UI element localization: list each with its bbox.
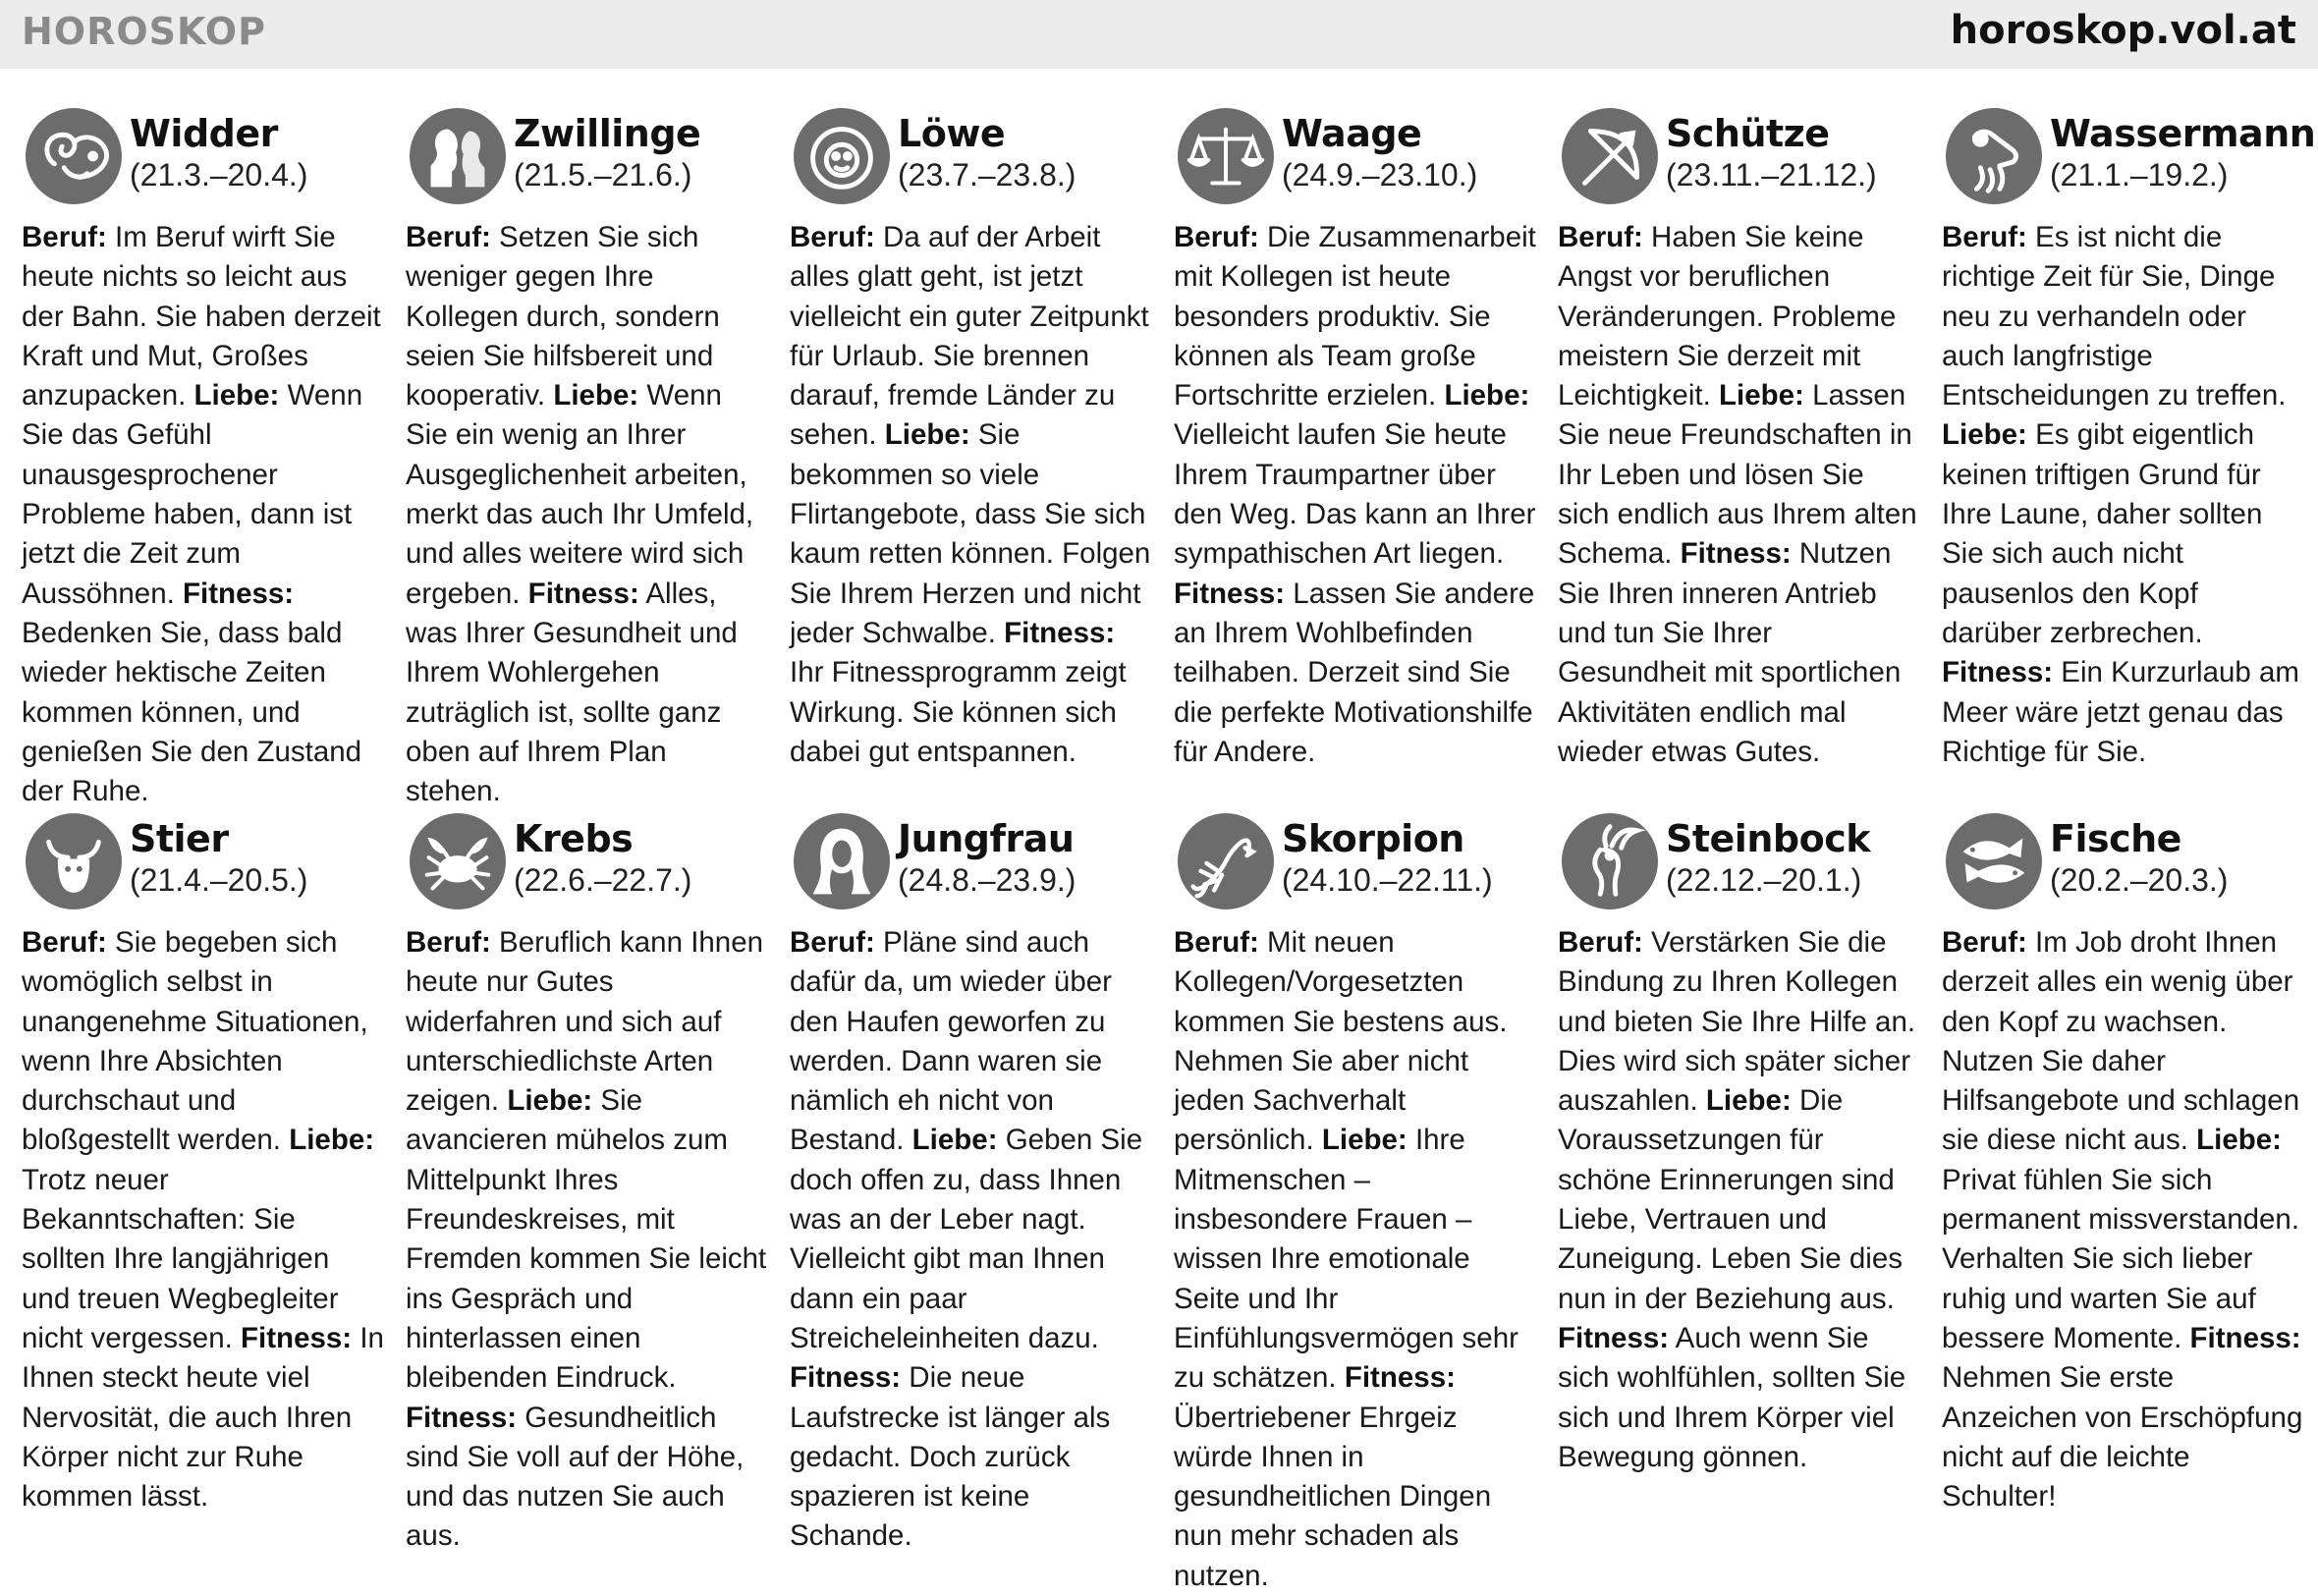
horoscope-text <box>406 923 769 1557</box>
horoscope-text <box>1174 218 1537 772</box>
beruf-text: Verstärken Sie die Bindung zu Ihren Kollegen und bieten Sie Ihre Hilfe an. Dies wird sich später sicher auszahlen. <box>1558 926 1916 1118</box>
liebe-text: Es gibt eigentlich keinen triftigen Grund für Ihre Laune, daher sollten Sie sich auch nicht pausenlos den Kopf darüber zerbrechen. <box>1942 418 2263 649</box>
fitness-text: Die neue Laufstrecke ist länger als gedacht. Doch zurück spazieren ist keine Schande. <box>790 1361 1111 1553</box>
scales-icon <box>1178 108 1274 204</box>
fitness-text: In Ihnen steckt heute viel Nervosität, die auch Ihren Körper nicht zur Ruhe kommen lässt. <box>22 1321 384 1513</box>
archer-icon <box>1562 108 1658 204</box>
sign-name: Jungfrau <box>898 817 1075 860</box>
fitness-text: Gesundheitlich sind Sie voll auf der Höhe, und das nutzen Sie auch aus. <box>406 1401 745 1553</box>
sign-dates: (21.3.–20.4.) <box>130 157 308 193</box>
beruf-label: Beruf: <box>22 926 107 959</box>
liebe-label: Liebe: <box>1444 379 1530 413</box>
sign-stier <box>22 813 385 1513</box>
liebe-label: Liebe: <box>1705 1084 1792 1118</box>
sign-name: Fische <box>2050 817 2181 860</box>
sign-waage <box>1174 108 1537 796</box>
liebe-text: Sie bekommen so viele Flirtangebote, dass Sie sich kaum retten können. Folgen Sie Ihrem Herzen und nicht jeder Schwalbe. <box>790 418 1151 649</box>
beruf-label: Beruf: <box>790 221 875 253</box>
sign-name: Skorpion <box>1282 817 1464 860</box>
twins-icon <box>410 108 506 204</box>
sign-name: Steinbock <box>1666 817 1870 860</box>
beruf-label: Beruf: <box>1942 221 2027 253</box>
beruf-label: Beruf: <box>1558 926 1643 959</box>
horoscope-text <box>790 923 1153 1557</box>
beruf-text: Setzen Sie sich weniger gegen Ihre Kollegen durch, sondern seien Sie hilfsbereit und kooperativ. <box>406 221 720 413</box>
beruf-text: Die Zusammenarbeit mit Kollegen ist heute besonders produktiv. Sie können als Team große Fortschritte erzielen. <box>1174 221 1536 413</box>
fitness-text: Auch wenn Sie sich wohlfühlen, sollten Sie sich und Ihrem Körper viel Bewegung gönnen. <box>1558 1321 1906 1473</box>
sign-dates: (23.11.–21.12.) <box>1666 157 1877 193</box>
fitness-label: Fitness: <box>1004 616 1116 649</box>
liebe-text: Wenn Sie das Gefühl unausgesprochener Probleme haben, dann ist jetzt die Zeit zum Aussöhnen. <box>22 379 363 610</box>
sign-schuetze <box>1558 108 1921 796</box>
fitness-label: Fitness: <box>1174 577 1286 610</box>
sign-zwillinge <box>406 108 769 808</box>
sign-dates: (24.9.–23.10.) <box>1282 157 1478 193</box>
liebe-label: Liebe: <box>1719 379 1804 413</box>
fitness-text: Nehmen Sie erste Anzeichen von Erschöpfung nicht auf die leichte Schulter! <box>1942 1361 2303 1513</box>
liebe-text: Geben Sie doch offen zu, dass Ihnen was an der Leber nagt. Vielleicht gibt man Ihnen dann ein paar Streicheleinheiten dazu. <box>790 1124 1143 1354</box>
lion-icon <box>794 108 890 204</box>
sign-name: Schütze <box>1666 112 1830 155</box>
sign-name: Löwe <box>898 112 1006 155</box>
horoscope-text <box>790 218 1153 772</box>
sign-dates: (24.10.–22.11.) <box>1282 862 1493 898</box>
beruf-label: Beruf: <box>22 221 107 253</box>
liebe-label: Liebe: <box>507 1084 593 1118</box>
sign-dates: (24.8.–23.9.) <box>898 862 1076 898</box>
beruf-text: Haben Sie keine Angst vor beruflichen Veränderungen. Probleme meistern Sie derzeit mit Leichtigkeit. <box>1558 221 1897 413</box>
sign-name: Waage <box>1282 112 1422 155</box>
beruf-text: Im Job droht Ihnen derzeit alles ein wenig über den Kopf zu wachsen. Nutzen Sie daher Hilfsangebote und schlagen sie diese nicht aus. <box>1942 926 2300 1157</box>
liebe-label: Liebe: <box>193 379 280 413</box>
ram-icon <box>26 108 122 204</box>
sign-wassermann <box>1942 108 2316 796</box>
liebe-text: Trotz neuer Bekanntschaften: Sie sollten Ihre langjährigen und treuen Wegbegleiter nicht vergessen. <box>22 1163 339 1354</box>
beruf-text: Pläne sind auch dafür da, um wieder über den Haufen geworfen zu werden. Dann waren sie nämlich eh nicht von Bestand. <box>790 926 1112 1157</box>
beruf-text: Es ist nicht die richtige Zeit für Sie, Dinge neu zu verhandeln oder auch langfristige Entscheidungen zu treffen. <box>1942 221 2287 413</box>
sign-krebs <box>406 813 769 1553</box>
beruf-label: Beruf: <box>406 221 491 253</box>
beruf-label: Beruf: <box>1174 221 1259 253</box>
fitness-label: Fitness: <box>1344 1361 1456 1395</box>
liebe-label: Liebe: <box>553 379 639 413</box>
beruf-text: Im Beruf wirft Sie heute nichts so leicht aus der Bahn. Sie haben derzeit Kraft und Mut, Großes anzupacken. <box>22 221 381 413</box>
sign-fische <box>1942 813 2305 1513</box>
sign-name: Widder <box>130 112 278 155</box>
fitness-text: Bedenken Sie, dass bald wieder hektische Zeiten kommen können, und genießen Sie den Zustand der Ruhe. <box>22 616 362 808</box>
sign-skorpion <box>1174 813 1537 1592</box>
fitness-text: Ihr Fitnessprogramm zeigt Wirkung. Sie können sich dabei gut entspannen. <box>790 656 1127 768</box>
fitness-label: Fitness: <box>1680 537 1792 571</box>
fitness-text: Ein Kurzurlaub am Meer wäre jetzt genau das Richtige für Sie. <box>1942 656 2299 768</box>
horoscope-text <box>1558 218 1921 772</box>
beruf-label: Beruf: <box>1942 926 2027 959</box>
fitness-label: Fitness: <box>406 1401 518 1434</box>
horoscope-text <box>1942 218 2305 772</box>
sign-name: Zwillinge <box>514 112 701 155</box>
liebe-text: Die Voraussetzungen für schöne Erinnerungen sind Liebe, Vertrauen und Zuneigung. Leben Sie dies nun in der Beziehung aus. <box>1558 1084 1903 1315</box>
section-title: HOROSKOP <box>22 10 266 53</box>
fitness-label: Fitness: <box>183 577 295 610</box>
liebe-text: Lassen Sie neue Freundschaften in Ihr Leben und lösen Sie sich endlich aus Ihrem alten Schema. <box>1558 379 1917 571</box>
horoscope-text <box>1174 923 1537 1596</box>
fitness-label: Fitness: <box>1558 1321 1670 1354</box>
fitness-label: Fitness: <box>790 1361 902 1395</box>
fitness-text: Nutzen Sie Ihren inneren Antrieb und tun Sie Ihrer Gesundheit mit sportlichen Aktivitäten endlich mal wieder etwas Gutes. <box>1558 537 1902 768</box>
fitness-label: Fitness: <box>2189 1321 2301 1354</box>
fitness-label: Fitness: <box>1942 656 2054 689</box>
horoscope-text <box>1558 923 1921 1477</box>
beruf-text: Sie begeben sich womöglich selbst in unangenehme Situationen, wenn Ihre Absichten durchschaut und bloßgestellt werden. <box>22 926 368 1157</box>
sign-dates: (21.5.–21.6.) <box>514 157 692 193</box>
fitness-text: Übertriebener Ehrgeiz würde Ihnen in gesundheitlichen Dingen nun mehr schaden als nutzen. <box>1174 1401 1492 1592</box>
fitness-label: Fitness: <box>527 577 639 610</box>
scorpion-icon <box>1178 813 1274 909</box>
liebe-label: Liebe: <box>1321 1124 1407 1157</box>
sign-dates: (22.12.–20.1.) <box>1666 862 1862 898</box>
page-header <box>0 0 2318 69</box>
horoscope-text <box>22 923 385 1516</box>
sign-widder <box>22 108 385 808</box>
water-bearer-icon <box>1946 108 2042 204</box>
liebe-label: Liebe: <box>884 418 970 452</box>
beruf-label: Beruf: <box>406 926 491 959</box>
site-url[interactable]: horoskop.vol.at <box>1950 8 2296 53</box>
sign-dates: (22.6.–22.7.) <box>514 862 692 898</box>
liebe-text: Wenn Sie ein wenig an Ihrer Ausgeglichenheit arbeiten, merkt das auch Ihr Umfeld, und alles weitere wird sich ergeben. <box>406 379 754 610</box>
liebe-label: Liebe: <box>289 1124 375 1157</box>
beruf-text: Mit neuen Kollegen/Vorgesetzten kommen Sie bestens aus. Nehmen Sie aber nicht jeden Sachverhalt persönlich. <box>1174 926 1508 1157</box>
beruf-text: Beruflich kann Ihnen heute nur Gutes widerfahren und sich auf unterschiedlichste Arten zeigen. <box>406 926 764 1118</box>
sign-dates: (21.1.–19.2.) <box>2050 157 2229 193</box>
beruf-text: Da auf der Arbeit alles glatt geht, ist jetzt vielleicht ein guter Zeitpunkt für Urlaub. Sie brennen darauf, fremde Länder zu sehen. <box>790 221 1149 452</box>
horoscope-text <box>22 218 385 811</box>
beruf-label: Beruf: <box>1174 926 1259 959</box>
sign-loewe <box>790 108 1153 796</box>
beruf-label: Beruf: <box>1558 221 1643 253</box>
liebe-text: Privat fühlen Sie sich permanent missverstanden. Verhalten Sie sich lieber ruhig und warten Sie auf bessere Momente. <box>1942 1163 2300 1354</box>
liebe-label: Liebe: <box>2196 1124 2282 1157</box>
liebe-label: Liebe: <box>911 1124 998 1157</box>
crab-icon <box>410 813 506 909</box>
liebe-text: Ihre Mitmenschen – insbesondere Frauen – wissen Ihre emotionale Seite und Ihr Einfühlungsvermögen sehr zu schätzen. <box>1174 1124 1518 1395</box>
goat-icon <box>1562 813 1658 909</box>
sign-steinbock <box>1558 813 1921 1501</box>
sign-dates: (20.2.–20.3.) <box>2050 862 2229 898</box>
fish-icon <box>1946 813 2042 909</box>
sign-name: Wassermann <box>2050 112 2316 155</box>
sign-dates: (21.4.–20.5.) <box>130 862 308 898</box>
beruf-label: Beruf: <box>790 926 875 959</box>
liebe-text: Vielleicht laufen Sie heute Ihrem Traumpartner über den Weg. Das kann an Ihrer sympathischen Art liegen. <box>1174 418 1536 571</box>
sign-name: Krebs <box>514 817 634 860</box>
horoscope-text <box>1942 923 2305 1516</box>
horoscope-text <box>406 218 769 811</box>
bull-icon <box>26 813 122 909</box>
fitness-text: Alles, was Ihrer Gesundheit und Ihrem Wohlergehen zuträglich ist, sollte ganz oben auf Ihrem Plan stehen. <box>406 577 738 808</box>
fitness-text: Lassen Sie andere an Ihrem Wohlbefinden teilhaben. Derzeit sind Sie die perfekte Motivationshilfe für Andere. <box>1174 577 1535 768</box>
liebe-text: Sie avancieren mühelos zum Mittelpunkt Ihres Freundeskreises, mit Fremden kommen Sie leicht ins Gespräch und hinterlassen einen bleibenden Eindruck. <box>406 1084 767 1395</box>
sign-name: Stier <box>130 817 229 860</box>
virgin-icon <box>794 813 890 909</box>
sign-dates: (23.7.–23.8.) <box>898 157 1076 193</box>
sign-jungfrau <box>790 813 1153 1553</box>
liebe-label: Liebe: <box>1942 418 2027 452</box>
fitness-label: Fitness: <box>241 1321 353 1354</box>
horoscope-grid <box>0 69 2318 1592</box>
